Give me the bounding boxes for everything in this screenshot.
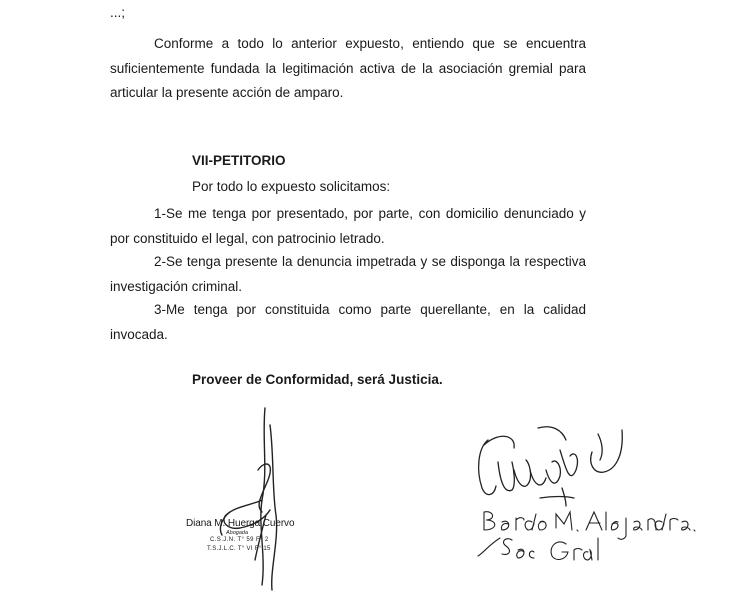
conclusion-paragraph: Conforme a todo lo anterior expuesto, entiendo que se encuentra suficientemente fundada la legitimación activa de la asociación gremial para articular la presente acción de amparo.	[110, 36, 586, 100]
stamp-lawyer-role: Abogada	[226, 530, 249, 536]
section-heading: VII-PETITORIO	[192, 153, 286, 168]
petition-request-1: 1-Se me tenga por presentado, por parte, con domicilio denunciado y por constituido el legal, con patrocinio letrado.	[110, 206, 586, 246]
petition-intro: Por todo lo expuesto solicitamos:	[192, 179, 391, 194]
closing-formula: Proveer de Conformidad, será Justicia.	[192, 372, 443, 387]
stamp-registration-csjn: C.S.J.N. T° 59 F° 2	[210, 537, 269, 543]
left-signature-scribble	[220, 408, 276, 590]
stamp-registration-tsj: T.S.J.L.C. T° VI F° 15	[207, 546, 271, 552]
petition-request-2: 2-Se tenga presente la denuncia impetrada y se disponga la respectiva investigación criminal.	[110, 254, 586, 294]
petition-request-3: 3-Me tenga por constituida como parte querellante, en la calidad invocada.	[110, 302, 586, 342]
right-handwritten-text	[478, 512, 695, 560]
stamp-lawyer-name: Diana M. Huerga Cuervo	[186, 518, 295, 529]
right-signature-scribble	[479, 427, 623, 506]
previous-page-fragment: ...;	[110, 4, 126, 20]
